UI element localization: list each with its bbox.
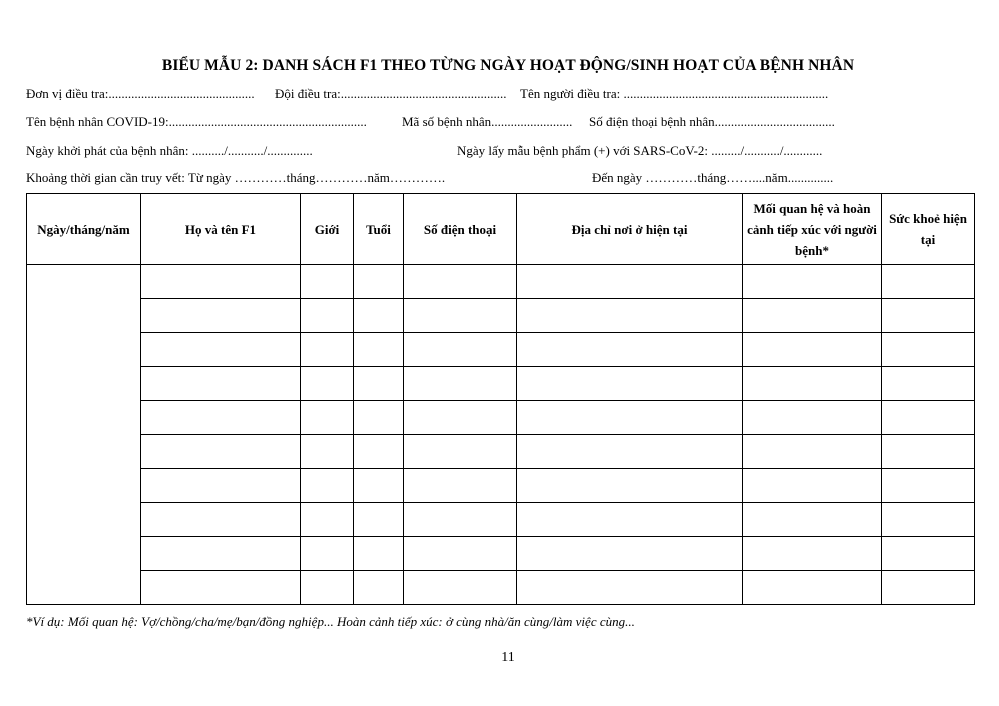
info-row-trace-period [26, 170, 966, 188]
table-row [27, 503, 975, 537]
date-cell[interactable] [27, 265, 141, 605]
info-row-patient [26, 114, 966, 132]
age-cell[interactable] [354, 367, 404, 401]
f1-name-cell[interactable] [141, 435, 301, 469]
f1-name-cell[interactable] [141, 367, 301, 401]
gender-cell[interactable] [301, 537, 354, 571]
table-body [27, 265, 975, 605]
phone-cell[interactable] [404, 469, 517, 503]
age-cell[interactable] [354, 299, 404, 333]
health-cell[interactable] [882, 367, 975, 401]
gender-cell[interactable] [301, 265, 354, 299]
phone-cell[interactable] [404, 537, 517, 571]
age-cell[interactable] [354, 537, 404, 571]
gender-cell[interactable] [301, 435, 354, 469]
gender-cell[interactable] [301, 333, 354, 367]
table-row [27, 367, 975, 401]
f1-name-cell[interactable] [141, 571, 301, 605]
f1-name-cell[interactable] [141, 265, 301, 299]
health-cell[interactable] [882, 503, 975, 537]
table-header-row [27, 194, 975, 265]
age-cell[interactable] [354, 571, 404, 605]
health-cell[interactable] [882, 469, 975, 503]
sample-date-field[interactable]: Ngày lấy mẫu bệnh phẩm (+) với SARS-CoV-2: ........./.........../............ [457, 143, 823, 158]
table-row [27, 333, 975, 367]
relationship-cell[interactable] [743, 503, 882, 537]
trace-from-field[interactable]: Khoảng thời gian cần truy vết: Từ ngày …………tháng…………năm…………. [26, 170, 446, 185]
col-header-address: Địa chỉ nơi ở hiện tại [517, 194, 743, 265]
f1-name-cell[interactable] [141, 299, 301, 333]
f1-name-cell[interactable] [141, 503, 301, 537]
address-cell[interactable] [517, 367, 743, 401]
phone-cell[interactable] [404, 367, 517, 401]
table-row [27, 265, 975, 299]
table-row [27, 571, 975, 605]
relationship-cell[interactable] [743, 299, 882, 333]
health-cell[interactable] [882, 571, 975, 605]
trace-to-field[interactable]: Đến ngày …………tháng……....năm.............. [592, 170, 834, 185]
f1-name-cell[interactable] [141, 333, 301, 367]
info-row-unit [26, 86, 966, 104]
relationship-cell[interactable] [743, 265, 882, 299]
health-cell[interactable] [882, 299, 975, 333]
health-cell[interactable] [882, 333, 975, 367]
patient-phone-field[interactable]: Số điện thoại bệnh nhân..................................... [589, 114, 835, 129]
relationship-cell[interactable] [743, 469, 882, 503]
gender-cell[interactable] [301, 401, 354, 435]
col-header-f1-name: Họ và tên F1 [141, 194, 301, 265]
phone-cell[interactable] [404, 333, 517, 367]
address-cell[interactable] [517, 333, 743, 367]
footnote: *Ví dụ: Mối quan hệ: Vợ/chồng/cha/mẹ/bạn/đồng nghiệp... Hoàn cảnh tiếp xúc: ở cùng nhà/ăn cùng/làm việc cùng... [26, 614, 635, 629]
phone-cell[interactable] [404, 503, 517, 537]
phone-cell[interactable] [404, 265, 517, 299]
gender-cell[interactable] [301, 299, 354, 333]
f1-contact-table [26, 193, 975, 605]
form-title: BIỂU MẪU 2: DANH SÁCH F1 THEO TỪNG NGÀY HOẠT ĐỘNG/SINH HOẠT CỦA BỆNH NHÂN [161, 57, 855, 74]
table-row [27, 469, 975, 503]
age-cell[interactable] [354, 333, 404, 367]
table-row [27, 537, 975, 571]
phone-cell[interactable] [404, 299, 517, 333]
col-header-age: Tuổi [354, 194, 404, 265]
age-cell[interactable] [354, 469, 404, 503]
page-number: 11 [501, 650, 515, 665]
relationship-cell[interactable] [743, 571, 882, 605]
onset-date-field[interactable]: Ngày khởi phát của bệnh nhân: ........../.........../.............. [26, 143, 313, 158]
col-header-phone: Số điện thoại [404, 194, 517, 265]
investigation-team-field[interactable]: Đội điều tra:................................................... [275, 86, 507, 101]
investigating-unit-field[interactable]: Đơn vị điều tra:............................................. [26, 86, 255, 101]
gender-cell[interactable] [301, 367, 354, 401]
col-header-date: Ngày/tháng/năm [27, 194, 141, 265]
phone-cell[interactable] [404, 401, 517, 435]
age-cell[interactable] [354, 401, 404, 435]
gender-cell[interactable] [301, 571, 354, 605]
patient-id-field[interactable]: Mã số bệnh nhân......................... [402, 114, 573, 129]
address-cell[interactable] [517, 537, 743, 571]
phone-cell[interactable] [404, 571, 517, 605]
col-header-health: Sức khoẻ hiện tại [882, 194, 975, 265]
relationship-cell[interactable] [743, 435, 882, 469]
address-cell[interactable] [517, 571, 743, 605]
relationship-cell[interactable] [743, 367, 882, 401]
health-cell[interactable] [882, 537, 975, 571]
address-cell[interactable] [517, 265, 743, 299]
table-row [27, 401, 975, 435]
health-cell[interactable] [882, 401, 975, 435]
health-cell[interactable] [882, 435, 975, 469]
address-cell[interactable] [517, 435, 743, 469]
address-cell[interactable] [517, 469, 743, 503]
f1-name-cell[interactable] [141, 401, 301, 435]
table-row [27, 435, 975, 469]
table-row [27, 299, 975, 333]
address-cell[interactable] [517, 401, 743, 435]
address-cell[interactable] [517, 503, 743, 537]
relationship-cell[interactable] [743, 401, 882, 435]
f1-name-cell[interactable] [141, 537, 301, 571]
col-header-gender: Giới [301, 194, 354, 265]
relationship-cell[interactable] [743, 537, 882, 571]
gender-cell[interactable] [301, 503, 354, 537]
phone-cell[interactable] [404, 435, 517, 469]
address-cell[interactable] [517, 299, 743, 333]
col-header-relationship: Mối quan hệ và hoàn cảnh tiếp xúc với người bệnh* [743, 194, 882, 265]
age-cell[interactable] [354, 503, 404, 537]
age-cell[interactable] [354, 265, 404, 299]
info-row-dates [26, 143, 966, 161]
health-cell[interactable] [882, 265, 975, 299]
investigator-name-field[interactable]: Tên người điều tra: ............................................................... [520, 86, 829, 101]
f1-name-cell[interactable] [141, 469, 301, 503]
patient-name-field[interactable]: Tên bệnh nhân COVID-19:............................................................. [26, 114, 367, 129]
gender-cell[interactable] [301, 469, 354, 503]
relationship-cell[interactable] [743, 333, 882, 367]
age-cell[interactable] [354, 435, 404, 469]
